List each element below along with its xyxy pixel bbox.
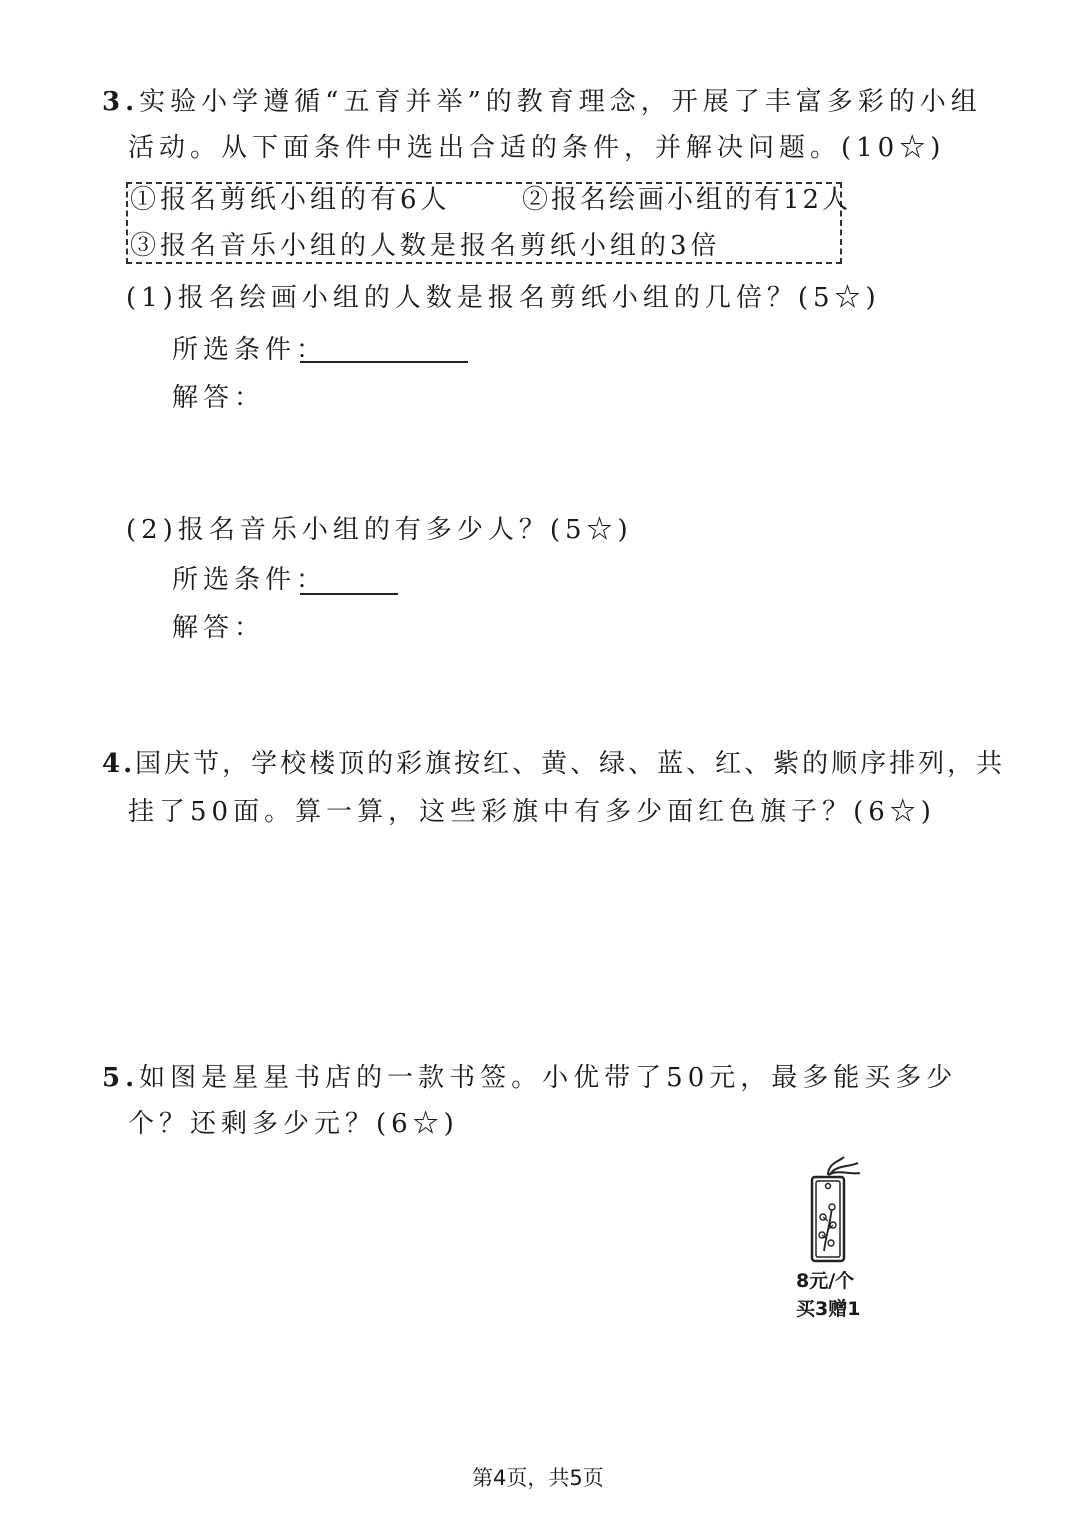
- q3-sub1-selected-blank[interactable]: [300, 361, 468, 363]
- q5-text-line1: 如图是星星书店的一款书签。小优带了50元，最多能买多少: [139, 1063, 958, 1093]
- q3-sub2-answer-label: 解答：: [172, 613, 266, 643]
- page-footer: 第4页，共5页: [472, 1466, 604, 1490]
- bookmark-promo: 买3赠1: [796, 1298, 861, 1320]
- condition-2: ②报名绘画小组的有12人: [522, 185, 852, 215]
- q5-line2: 个？还剩多少元？(6☆): [128, 1109, 459, 1139]
- q3-sub2-question: (2)报名音乐小组的有多少人？(5☆): [126, 515, 633, 545]
- q3-sub2-selected-blank[interactable]: [300, 593, 398, 595]
- condition-1: ①报名剪纸小组的有6人: [130, 185, 451, 215]
- q4-line1: [102, 750, 1005, 780]
- condition-3: ③报名音乐小组的人数是报名剪纸小组的3倍: [130, 231, 721, 261]
- q3-number: 3.: [102, 87, 140, 117]
- q5-number: 5.: [102, 1063, 140, 1093]
- q3-sub1-selected-label: 所选条件：: [172, 335, 328, 365]
- q4-number: 4.: [102, 749, 136, 779]
- q3-sub1-question: (1)报名绘画小组的人数是报名剪纸小组的几倍？(5☆): [126, 283, 881, 313]
- q3-text-line1: 实验小学遵循“五育并举”的教育理念，开展了丰富多彩的小组: [139, 87, 982, 117]
- bookmark-price: 8元/个: [796, 1270, 855, 1292]
- q3-sub2-selected-label: 所选条件：: [172, 565, 328, 595]
- q4-line2: 挂了50面。算一算，这些彩旗中有多少面红色旗子？(6☆): [128, 797, 936, 827]
- q3-line1: [102, 88, 982, 118]
- q4-text-line1: 国庆节，学校楼顶的彩旗按红、黄、绿、蓝、红、紫的顺序排列，共: [135, 749, 1006, 779]
- q3-sub1-answer-label: 解答：: [172, 383, 266, 413]
- bookmark-icon: [804, 1155, 864, 1267]
- q3-line2: 活动。从下面条件中选出合适的条件，并解决问题。(10☆): [128, 133, 946, 163]
- q5-line1: [102, 1064, 957, 1094]
